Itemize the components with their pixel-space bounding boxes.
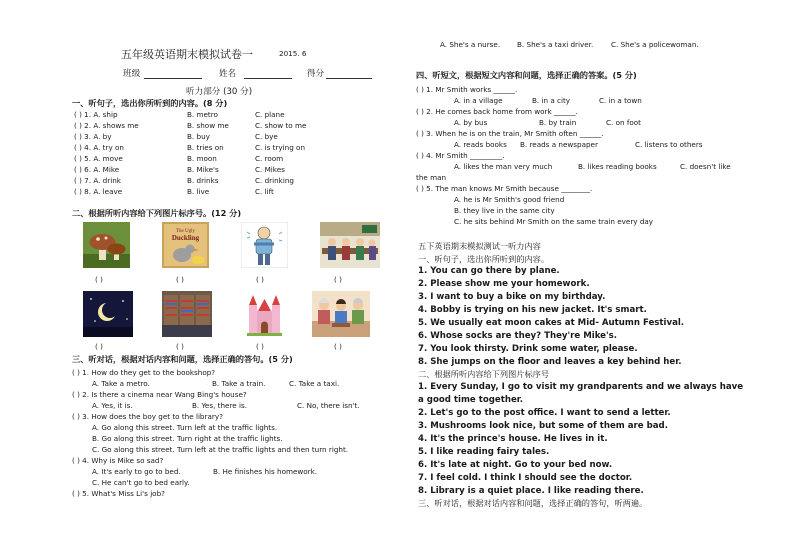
picture-answer-mark[interactable]: ( ) bbox=[95, 342, 103, 351]
script-title: 五下英语期末模拟测试一听力内容 bbox=[418, 241, 541, 251]
script-line: 1. You can go there by plane. bbox=[418, 266, 560, 276]
picture-answer-mark[interactable]: ( ) bbox=[176, 275, 184, 284]
part1-heading: 一、听句子，选出你所听到的内容。(8 分) bbox=[72, 98, 228, 108]
class-label: 班级 bbox=[123, 69, 141, 79]
script-line: 5. We usually eat moon cakes at Mid- Autumn Festival. bbox=[418, 318, 685, 328]
class-field[interactable] bbox=[144, 78, 202, 79]
picture-answer-mark[interactable]: ( ) bbox=[334, 342, 342, 351]
picture-answer-mark[interactable]: ( ) bbox=[256, 275, 264, 284]
script-line: 7. You look thirsty. Drink some water, please. bbox=[418, 344, 638, 354]
script-line: 3. Mushrooms look nice, but some of them are bad. bbox=[418, 421, 668, 431]
script-line: 8. She jumps on the floor and leaves a key behind her. bbox=[418, 357, 682, 367]
part4-heading: 四、听短文，根据短文内容和问题，选择正确的答案。(5 分) bbox=[416, 70, 637, 80]
name-label: 姓名 bbox=[218, 69, 237, 79]
student-info-row bbox=[123, 67, 372, 79]
exam-title: 五年级英语期末模拟试卷一 bbox=[121, 48, 253, 61]
picture-answer-mark[interactable]: ( ) bbox=[334, 275, 342, 284]
svg-text:Duckling: Duckling bbox=[171, 234, 200, 242]
script-part3-heading: 三、听对话，根据对话内容和问题，选择正确的答句，听两遍。 bbox=[418, 498, 648, 508]
script-line: a good time together. bbox=[418, 395, 524, 405]
script-part1-heading: 一、听句子，选出你所听到的内容。 bbox=[418, 254, 550, 264]
listening-section-title: 听力部分 (30 分) bbox=[186, 87, 253, 97]
script-line: 4. Bobby is trying on his new jacket. It's smart. bbox=[418, 305, 647, 315]
picture-answer-mark[interactable]: ( ) bbox=[176, 342, 184, 351]
ugly-duckling-book-icon bbox=[162, 222, 209, 268]
mushrooms-icon bbox=[83, 222, 130, 268]
script-line: 6. It's late at night. Go to your bed now. bbox=[418, 460, 613, 470]
post-office-icon bbox=[320, 222, 380, 268]
script-line: 7. I feel cold. I think I should see the doctor. bbox=[418, 473, 633, 483]
library-icon bbox=[162, 291, 212, 337]
script-line: 4. It's the prince's house. He lives in it. bbox=[418, 434, 608, 444]
part2-heading: 二、根据所听内容给下列图片标序号。(12 分) bbox=[72, 208, 242, 218]
name-field[interactable] bbox=[244, 78, 292, 79]
score-label: 得分 bbox=[306, 69, 325, 79]
moon-night-icon bbox=[83, 291, 133, 337]
script-line: 3. I want to buy a bike on my birthday. bbox=[418, 292, 606, 302]
family-visit-icon bbox=[312, 291, 370, 337]
score-field[interactable] bbox=[326, 78, 372, 79]
script-line: 2. Let's go to the post office. I want to send a letter. bbox=[418, 408, 671, 418]
script-line: 5. I like reading fairy tales. bbox=[418, 447, 550, 457]
boy-feeling-cold-icon bbox=[241, 222, 288, 268]
script-line: 1. Every Sunday, I go to visit my grandparents and we always have bbox=[418, 382, 744, 392]
part3-heading: 三、听对话，根据对话内容和问题，选择正确的答句。(5 分) bbox=[72, 354, 293, 364]
svg-text:The Ugly: The Ugly bbox=[175, 229, 196, 234]
script-line: 2. Please show me your homework. bbox=[418, 279, 590, 289]
script-line: 6. Whose socks are they? They're Mike's. bbox=[418, 331, 618, 341]
castle-icon bbox=[241, 291, 288, 337]
picture-answer-mark[interactable]: ( ) bbox=[256, 342, 264, 351]
script-part2-heading: 二、根据所听内容给下列图片标序号 bbox=[418, 369, 550, 379]
picture-answer-mark[interactable]: ( ) bbox=[95, 275, 103, 284]
script-line: 8. Library is a quiet place. I like reading there. bbox=[418, 486, 644, 496]
exam-date: 2015. 6 bbox=[279, 49, 307, 58]
